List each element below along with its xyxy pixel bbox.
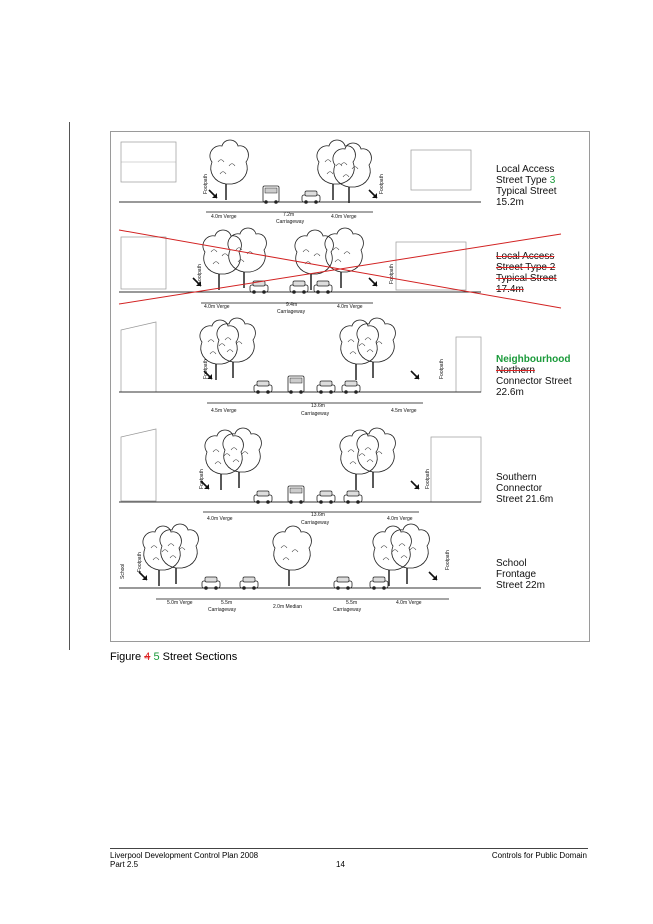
section-5-drawing: [119, 524, 481, 613]
street-sections-figure: [110, 131, 590, 642]
section-2-dim-carriageway: Carriageway: [277, 309, 306, 315]
section-2-label-line-3: Typical Street: [496, 273, 557, 284]
section-4-dim-carriageway-width: 13.6m: [311, 512, 325, 518]
section-3-tag-footpath-left: Footpath: [203, 359, 209, 379]
section-3-dim-left-verge: 4.5m Verge: [211, 408, 237, 414]
section-4-dim-left-verge: 4.0m Verge: [207, 516, 233, 522]
section-2-drawing: [119, 228, 561, 315]
footer-left: [110, 851, 258, 869]
section-2-label: [496, 251, 557, 295]
section-1-tag-footpath-left: Footpath: [203, 174, 209, 194]
section-2-dim-left-verge: 4.0m Verge: [204, 304, 230, 310]
section-4-label-line-1: Southern: [496, 472, 537, 483]
section-4-drawing: [119, 428, 481, 526]
section-3-dim-right-verge: 4.5m Verge: [391, 408, 417, 414]
section-2-dim-carriageway-width: 9.4m: [286, 302, 298, 308]
section-4-tag-footpath-right: Footpath: [425, 469, 431, 489]
section-1-dim-right-verge: 4.0m Verge: [331, 214, 357, 220]
section-3-label-line-1: Connector Street: [496, 376, 572, 387]
figure-caption-title: Street Sections: [159, 651, 238, 663]
section-1-label-type-inserted: 3: [549, 175, 556, 186]
section-1-dim-carriageway: Carriageway: [276, 219, 305, 225]
section-4-tag-footpath-left: Footpath: [199, 469, 205, 489]
section-3-tag-footpath-right: Footpath: [439, 359, 445, 379]
footer-section-title: Controls for Public Domain: [491, 851, 587, 860]
footer-part: Part 2.5: [110, 860, 139, 869]
section-2-label-line-1: Local Access: [496, 251, 555, 262]
section-2-tag-footpath-right: Footpath: [389, 264, 395, 284]
section-4-label-line-3: Street 21.6m: [496, 494, 554, 505]
figure-caption: [110, 651, 237, 663]
section-5-dim-right-carriageway-width: 5.5m: [346, 600, 358, 606]
section-5-dim-left-verge: 5.0m Verge: [167, 600, 193, 606]
section-4-dim-right-verge: 4.0m Verge: [387, 516, 413, 522]
section-2-dim-right-verge: 4.0m Verge: [337, 304, 363, 310]
section-3-label: [496, 354, 572, 398]
page-number: 14: [336, 860, 345, 869]
section-3-label-width: 22.6m: [496, 387, 524, 398]
section-1-label-type: Street Type: [496, 175, 550, 186]
footer-document-title: Liverpool Development Control Plan 2008: [110, 851, 259, 860]
section-5-label-line-3: Street 22m: [496, 580, 545, 591]
section-5-dim-left-carriageway-width: 5.5m: [221, 600, 233, 606]
section-2-strike-line-b: [119, 234, 561, 304]
section-2-tag-footpath-left: Footpath: [197, 264, 203, 284]
figure-caption-inserted-number: 5: [153, 651, 160, 663]
section-1-drawing: [119, 140, 481, 225]
section-5-dim-right-verge: 4.0m Verge: [396, 600, 422, 606]
section-1-label-line-1: Local Access: [496, 164, 555, 175]
section-1-tag-footpath-right: Footpath: [379, 174, 385, 194]
section-3-label-inserted: Neighbourhood: [496, 354, 571, 365]
section-1-label-line-3: Typical Street: [496, 186, 557, 197]
section-5-tag-footpath-left: Footpath: [137, 552, 143, 572]
section-3-drawing: [119, 318, 481, 417]
section-1-label-line-2: [496, 175, 557, 186]
revision-change-bar: [69, 122, 70, 650]
section-4-label-line-2: Connector: [496, 483, 543, 494]
section-5-tag-footpath-right: Footpath: [445, 550, 451, 570]
section-1-dim-left-verge: 4.0m Verge: [211, 214, 237, 220]
figure-caption-prefix: Figure: [110, 651, 145, 663]
section-2-label-width: 17.4m: [496, 284, 524, 295]
section-5-dim-median: 2.0m Median: [273, 604, 302, 610]
section-4-dim-carriageway: Carriageway: [301, 520, 330, 526]
section-3-dim-carriageway: Carriageway: [301, 411, 330, 417]
section-4-label: [496, 472, 553, 505]
section-2-label-line-2: Street Type 2: [496, 262, 556, 273]
section-1-dim-carriageway-width: 7.2m: [283, 212, 295, 218]
section-5-dim-left-carriageway: Carriageway: [208, 607, 237, 613]
section-1-label: [496, 164, 557, 208]
section-5-tag-school: School: [120, 563, 126, 579]
section-3-dim-carriageway-width: 13.6m: [311, 403, 325, 409]
section-1-label-width: 15.2m: [496, 197, 524, 208]
figure-caption-deleted-number: 4: [144, 651, 151, 663]
section-5-label: [496, 558, 545, 591]
section-5-label-line-1: School: [496, 558, 527, 569]
section-3-label-deleted: Northern: [496, 365, 535, 376]
footer-rule: [110, 848, 588, 849]
section-5-label-line-2: Frontage: [496, 569, 537, 580]
section-5-dim-right-carriageway: Carriageway: [333, 607, 362, 613]
